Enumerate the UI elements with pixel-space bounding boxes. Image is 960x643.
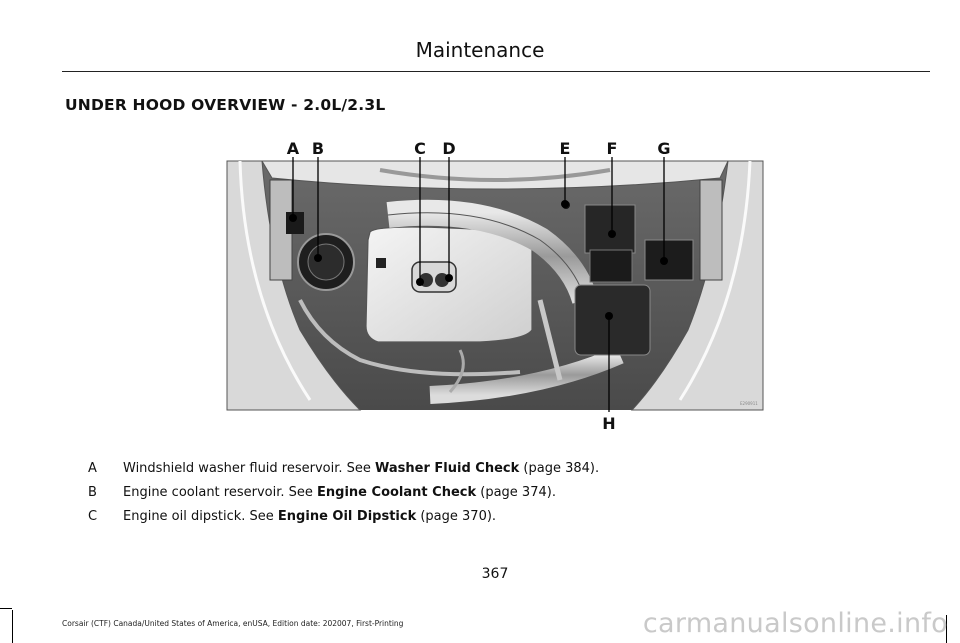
- callout-h: H: [602, 414, 616, 433]
- callout-g: G: [657, 139, 671, 158]
- page-header-title: Maintenance: [415, 38, 545, 62]
- legend-text: Windshield washer fluid reservoir. See Washer Fluid Check (page 384).: [123, 461, 600, 476]
- callout-e: E: [559, 139, 571, 158]
- callout-c: C: [414, 139, 426, 158]
- callout-f: F: [606, 139, 618, 158]
- watermark: carmanualsonline.info: [642, 608, 948, 639]
- section-title: UNDER HOOD OVERVIEW - 2.0L/2.3L: [65, 96, 386, 114]
- callout-b: B: [311, 139, 325, 158]
- crop-mark: [0, 608, 12, 609]
- legend-key: B: [88, 485, 97, 500]
- image-code: E290911: [740, 401, 758, 406]
- callout-d: D: [442, 139, 456, 158]
- crop-mark: [12, 610, 13, 643]
- page-number: 367: [481, 566, 509, 582]
- legend-key: A: [88, 461, 97, 476]
- cross-reference-link[interactable]: Washer Fluid Check: [375, 461, 520, 476]
- cross-reference-link[interactable]: Engine Oil Dipstick: [277, 509, 417, 524]
- callout-a: A: [286, 139, 300, 158]
- legend-text: Engine coolant reservoir. See Engine Coolant Check (page 374).: [123, 485, 556, 500]
- footer-edition-text: Corsair (CTF) Canada/United States of America, enUSA, Edition date: 202007, First-Printing: [62, 619, 404, 628]
- legend-key: C: [88, 509, 98, 524]
- cross-reference-link[interactable]: Engine Coolant Check: [317, 485, 477, 500]
- legend-text: Engine oil dipstick. See Engine Oil Dipstick (page 370).: [123, 509, 497, 524]
